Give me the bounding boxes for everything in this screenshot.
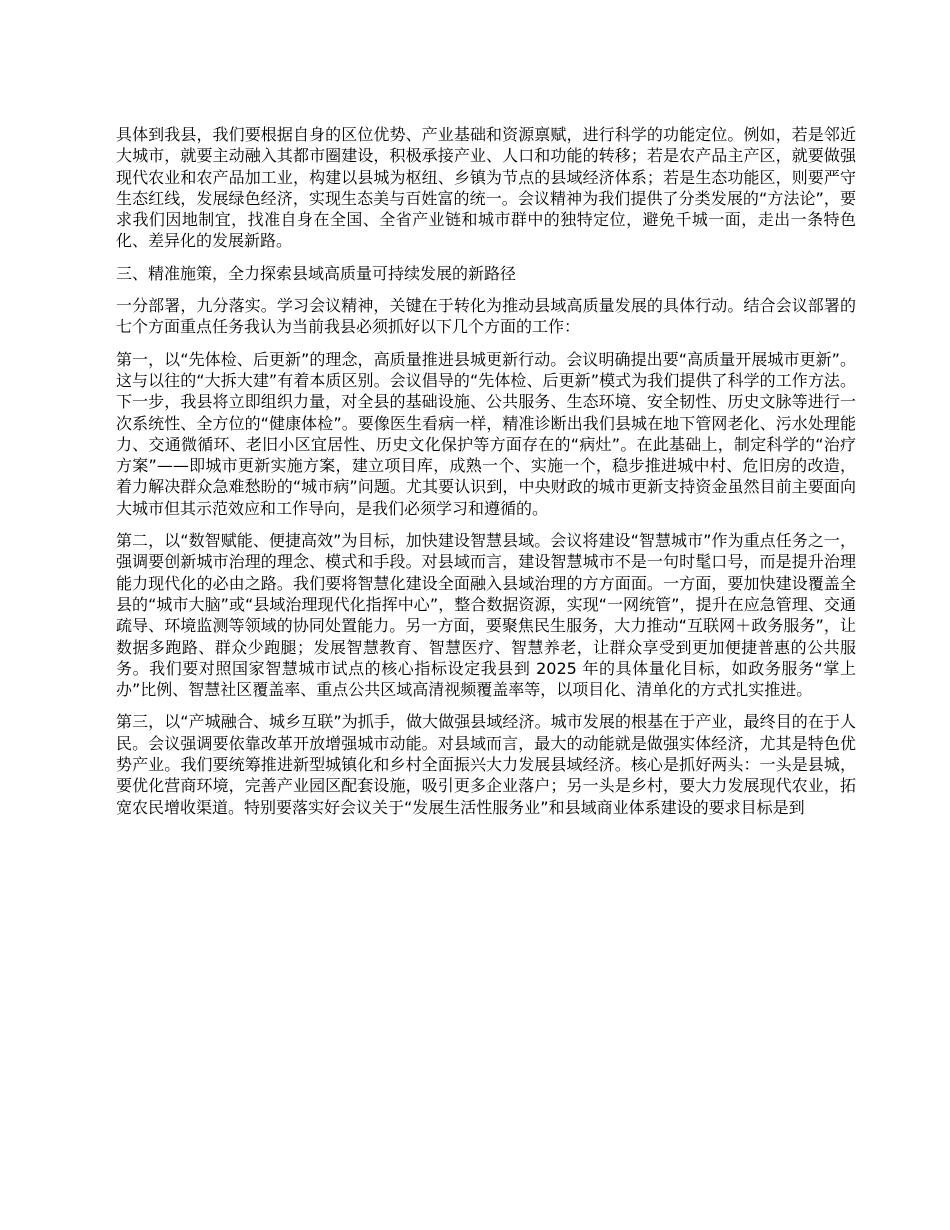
paragraph-functional-positioning: 具体到我县，我们要根据自身的区位优势、产业基础和资源禀赋，进行科学的功能定位。例如，若是邻近大城市，就要主动融入其都市圈建设，积极承接产业、人口和功能的转移；若是农产品主产区，就要做强现代农业和农产品加工业，构建以县城为枢纽、乡镇为节点的县域经济体系；若是生态功能区，则要严守生态红线，发展绿色经济，实现生态美与百姓富的统一。会议精神为我们提供了分类发展的“方法论”，要求我们因地制宜，找准自身在全国、全省产业链和城市群中的独特定位，避免千城一面，走出一条特色化、差异化的发展新路。	[116, 125, 856, 251]
paragraph-point-1-urban-renewal: 第一，以“先体检、后更新”的理念，高质量推进县城更新行动。会议明确提出要“高质量开展城市更新”。这与以往的“大拆大建”有着本质区别。会议倡导的“先体检、后更新”模式为我们提供了科学的工作方法。下一步，我县将立即组织力量，对全县的基础设施、公共服务、生态环境、安全韧性、历史文脉等进行一次系统性、全方位的“健康体检”。要像医生看病一样，精准诊断出我们县城在地下管网老化、污水处理能力、交通微循环、老旧小区宜居性、历史文化保护等方面存在的“病灶”。在此基础上，制定科学的“治疗方案”——即城市更新实施方案，建立项目库，成熟一个、实施一个，稳步推进城中村、危旧房的改造，着力解决群众急难愁盼的“城市病”问题。尤其要认识到，中央财政的城市更新支持资金虽然目前主要面向大城市但其示范效应和工作导向，是我们必须学习和遵循的。	[116, 349, 856, 518]
paragraph-point-3-county-economy: 第三，以“产城融合、城乡互联”为抓手，做大做强县域经济。城市发展的根基在于产业，最终目的在于人民。会议强调要依靠改革开放增强城市动能。对县域而言，最大的动能就是做强实体经济，尤其是特色优势产业。我们要统筹推进新型城镇化和乡村全面振兴大力发展县域经济。核心是抓好两头：一头是县城，要优化营商环境，完善产业园区配套设施，吸引更多企业落户；另一头是乡村，要大力发展现代农业，拓宽农民增收渠道。特别要落实好会议关于“发展生活性服务业”和县域商业体系建设的要求目标是到	[116, 712, 856, 817]
document-body	[116, 124, 856, 829]
paragraph-point-2-smart-county: 第二，以“数智赋能、便捷高效”为目标，加快建设智慧县域。会议将建设“智慧城市”作为重点任务之一，强调要创新城市治理的理念、模式和手段。对县域而言，建设智慧城市不是一句时髦口号，而是提升治理能力现代化的必由之路。我们要将智慧化建设全面融入县域治理的方方面面。一方面，要加快建设覆盖全县的“城市大脑”或“县域治理现代化指挥中心”，整合数据资源，实现“一网统管”，提升在应急管理、交通疏导、环境监测等领域的协同处置能力。另一方面，要聚焦民生服务，大力推动“互联网＋政务服务”，让数据多跑路、群众少跑腿；发展智慧教育、智慧医疗、智慧养老，让群众享受到更加便捷普惠的公共服务。我们要对照国家智慧城市试点的核心指标设定我县到 2025 年的具体量化目标，如政务服务“掌上办”比例、智慧社区覆盖率、重点公共区域高清视频覆盖率等，以项目化、清单化的方式扎实推进。	[116, 531, 856, 700]
section-heading-3: 三、精准施策，全力探索县域高质量可持续发展的新路径	[116, 263, 517, 283]
paragraph-deployment-intro: 一分部署，九分落实。学习会议精神，关键在于转化为推动县域高质量发展的具体行动。结合会议部署的七个方面重点任务我认为当前我县必须抓好以下几个方面的工作：	[116, 296, 856, 337]
